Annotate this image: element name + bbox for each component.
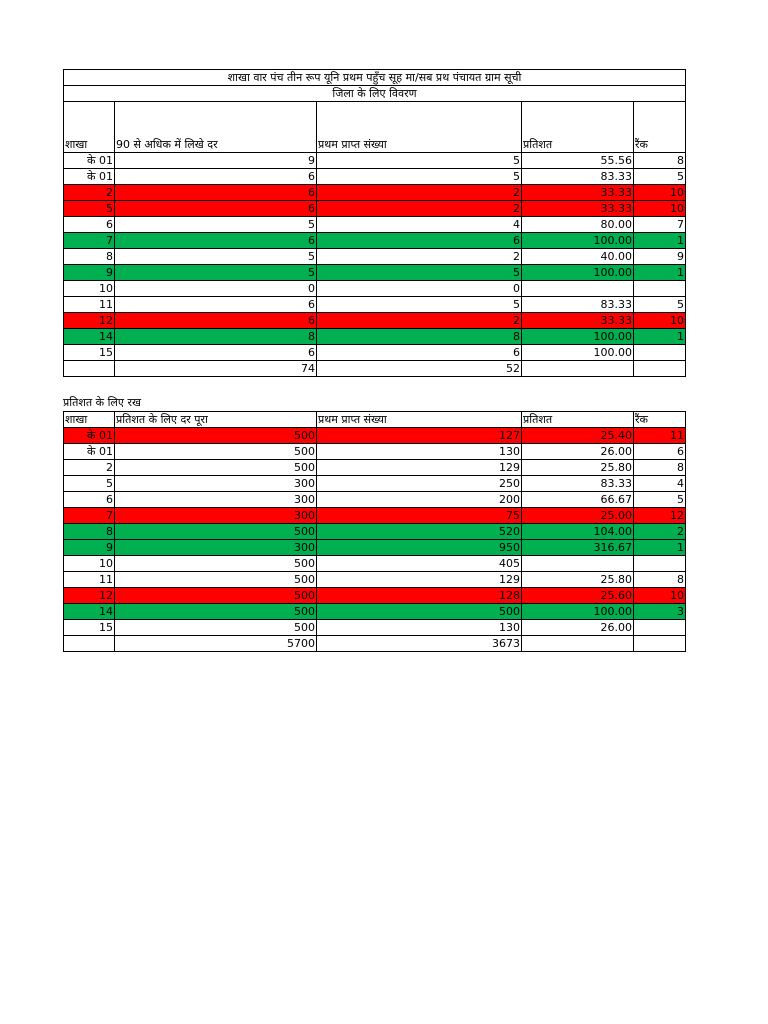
empty-cell — [522, 361, 634, 377]
cell-branch: 2 — [64, 460, 115, 476]
cell-percent: 83.33 — [522, 297, 634, 313]
cell-total: 500 — [115, 604, 317, 620]
cell-total: 500 — [115, 524, 317, 540]
cell-total: 6 — [115, 297, 317, 313]
total-total: 5700 — [115, 636, 317, 652]
cell-branch: 14 — [64, 329, 115, 345]
cell-branch: 11 — [64, 572, 115, 588]
empty-cell — [522, 636, 634, 652]
cell-rank: 3 — [634, 604, 686, 620]
cell-branch: 9 — [64, 265, 115, 281]
empty-cell — [634, 636, 686, 652]
cell-branch: 7 — [64, 233, 115, 249]
cell-branch: 5 — [64, 476, 115, 492]
totals-row — [64, 636, 686, 652]
cell-achieved: 130 — [317, 620, 522, 636]
table-row — [64, 201, 686, 217]
cell-percent: 55.56 — [522, 153, 634, 169]
cell-rank: 8 — [634, 572, 686, 588]
cell-rank — [634, 345, 686, 361]
table-row — [64, 572, 686, 588]
cell-percent: 26.00 — [522, 620, 634, 636]
cell-achieved: 127 — [317, 428, 522, 444]
cell-total: 9 — [115, 153, 317, 169]
cell-total: 5 — [115, 265, 317, 281]
table-row — [64, 524, 686, 540]
cell-branch: 15 — [64, 620, 115, 636]
cell-achieved: 5 — [317, 265, 522, 281]
table-row — [64, 281, 686, 297]
table-row — [64, 249, 686, 265]
table-row — [64, 604, 686, 620]
cell-rank — [634, 556, 686, 572]
cell-percent: 66.67 — [522, 492, 634, 508]
cell-achieved: 2 — [317, 249, 522, 265]
cell-rank: 5 — [634, 169, 686, 185]
report-title: शाखा वार पंच तीन रूप यूनि प्रथम पहुँच सूह मा/सब प्रथ पंचायत ग्राम सूची — [64, 70, 686, 86]
cell-achieved: 250 — [317, 476, 522, 492]
cell-branch: 8 — [64, 249, 115, 265]
table-row — [64, 444, 686, 460]
cell-rank: 12 — [634, 508, 686, 524]
branch-table-2 — [63, 411, 686, 652]
cell-total: 5 — [115, 249, 317, 265]
cell-rank: 8 — [634, 153, 686, 169]
cell-achieved: 5 — [317, 297, 522, 313]
cell-total: 300 — [115, 540, 317, 556]
cell-branch: 9 — [64, 540, 115, 556]
cell-rank: 5 — [634, 492, 686, 508]
cell-total: 500 — [115, 556, 317, 572]
cell-total: 8 — [115, 329, 317, 345]
cell-percent: 100.00 — [522, 265, 634, 281]
cell-achieved: 2 — [317, 201, 522, 217]
table-row — [64, 492, 686, 508]
cell-total: 6 — [115, 233, 317, 249]
cell-rank: 10 — [634, 588, 686, 604]
cell-percent: 26.00 — [522, 444, 634, 460]
cell-branch: 10 — [64, 281, 115, 297]
cell-achieved: 130 — [317, 444, 522, 460]
cell-branch: 11 — [64, 297, 115, 313]
cell-percent: 100.00 — [522, 604, 634, 620]
table-row — [64, 153, 686, 169]
cell-achieved: 950 — [317, 540, 522, 556]
cell-total: 500 — [115, 444, 317, 460]
cell-percent: 25.40 — [522, 428, 634, 444]
cell-percent: 104.00 — [522, 524, 634, 540]
cell-rank: 2 — [634, 524, 686, 540]
cell-branch: के 01 — [64, 153, 115, 169]
empty-cell — [634, 361, 686, 377]
total-total: 74 — [115, 361, 317, 377]
header-branch: शाखा — [64, 102, 115, 153]
cell-total: 500 — [115, 460, 317, 476]
cell-achieved: 6 — [317, 345, 522, 361]
header-percent: प्रतिशत — [522, 102, 634, 153]
cell-percent — [522, 281, 634, 297]
cell-rank: 1 — [634, 540, 686, 556]
report-subtitle: जिला के लिए विवरण — [64, 86, 686, 102]
header-rank: रैंक — [634, 102, 686, 153]
cell-achieved: 2 — [317, 185, 522, 201]
header-total: 90 से अधिक में लिखे दर — [115, 102, 317, 153]
cell-achieved: 4 — [317, 217, 522, 233]
cell-percent: 25.80 — [522, 460, 634, 476]
cell-branch: 7 — [64, 508, 115, 524]
cell-branch: के 01 — [64, 428, 115, 444]
cell-percent: 40.00 — [522, 249, 634, 265]
table-row — [64, 476, 686, 492]
cell-total: 0 — [115, 281, 317, 297]
cell-achieved: 520 — [317, 524, 522, 540]
table-row — [64, 345, 686, 361]
header-target: प्रतिशत के लिए दर पूरा — [115, 412, 317, 428]
table-row — [64, 620, 686, 636]
cell-branch: के 01 — [64, 444, 115, 460]
cell-total: 5 — [115, 217, 317, 233]
cell-achieved: 200 — [317, 492, 522, 508]
cell-rank: 1 — [634, 233, 686, 249]
table-row — [64, 265, 686, 281]
table-row — [64, 508, 686, 524]
cell-percent: 100.00 — [522, 233, 634, 249]
cell-percent: 100.00 — [522, 345, 634, 361]
cell-rank: 1 — [634, 265, 686, 281]
cell-total: 6 — [115, 185, 317, 201]
cell-percent: 33.33 — [522, 201, 634, 217]
cell-rank: 10 — [634, 313, 686, 329]
cell-branch: 12 — [64, 588, 115, 604]
cell-total: 500 — [115, 620, 317, 636]
table-row — [64, 233, 686, 249]
header-branch: शाखा — [64, 412, 115, 428]
cell-branch: 15 — [64, 345, 115, 361]
cell-achieved: 5 — [317, 169, 522, 185]
cell-total: 6 — [115, 313, 317, 329]
cell-rank: 9 — [634, 249, 686, 265]
cell-achieved: 500 — [317, 604, 522, 620]
cell-rank: 10 — [634, 201, 686, 217]
header-percent: प्रतिशत — [522, 412, 634, 428]
cell-total: 6 — [115, 345, 317, 361]
cell-total: 6 — [115, 169, 317, 185]
cell-achieved: 5 — [317, 153, 522, 169]
cell-achieved: 129 — [317, 572, 522, 588]
cell-branch: 14 — [64, 604, 115, 620]
cell-branch: 5 — [64, 201, 115, 217]
cell-percent: 316.67 — [522, 540, 634, 556]
cell-rank: 4 — [634, 476, 686, 492]
cell-rank: 1 — [634, 329, 686, 345]
table-row — [64, 313, 686, 329]
empty-cell — [64, 636, 115, 652]
cell-total: 500 — [115, 572, 317, 588]
cell-rank: 5 — [634, 297, 686, 313]
cell-branch: 8 — [64, 524, 115, 540]
cell-branch: 12 — [64, 313, 115, 329]
cell-achieved: 129 — [317, 460, 522, 476]
table-row — [64, 556, 686, 572]
table-row — [64, 297, 686, 313]
table-row — [64, 588, 686, 604]
cell-rank: 10 — [634, 185, 686, 201]
cell-percent: 25.60 — [522, 588, 634, 604]
cell-total: 300 — [115, 476, 317, 492]
cell-total: 6 — [115, 201, 317, 217]
empty-cell — [64, 361, 115, 377]
cell-achieved: 75 — [317, 508, 522, 524]
table-row — [64, 460, 686, 476]
cell-total: 500 — [115, 428, 317, 444]
total-achieved: 52 — [317, 361, 522, 377]
branch-table-1 — [63, 69, 686, 377]
table-row — [64, 217, 686, 233]
table-row — [64, 428, 686, 444]
cell-branch: के 01 — [64, 169, 115, 185]
cell-percent: 33.33 — [522, 185, 634, 201]
total-achieved: 3673 — [317, 636, 522, 652]
table-row — [64, 185, 686, 201]
header-achieved: प्रथम प्राप्त संख्या — [317, 412, 522, 428]
cell-rank — [634, 281, 686, 297]
cell-achieved: 0 — [317, 281, 522, 297]
header-rank: रैंक — [634, 412, 686, 428]
cell-achieved: 2 — [317, 313, 522, 329]
cell-rank: 6 — [634, 444, 686, 460]
cell-rank: 8 — [634, 460, 686, 476]
cell-total: 500 — [115, 588, 317, 604]
cell-total: 300 — [115, 492, 317, 508]
table-row — [64, 540, 686, 556]
table-row — [64, 329, 686, 345]
header-achieved: प्रथम प्राप्त संख्या — [317, 102, 522, 153]
cell-percent: 33.33 — [522, 313, 634, 329]
cell-percent: 25.00 — [522, 508, 634, 524]
section2-title: प्रतिशत के लिए रख — [63, 396, 141, 409]
cell-total: 300 — [115, 508, 317, 524]
cell-achieved: 405 — [317, 556, 522, 572]
cell-percent: 83.33 — [522, 169, 634, 185]
cell-rank — [634, 620, 686, 636]
cell-branch: 6 — [64, 492, 115, 508]
totals-row — [64, 361, 686, 377]
cell-rank: 11 — [634, 428, 686, 444]
table-row — [64, 169, 686, 185]
cell-achieved: 6 — [317, 233, 522, 249]
cell-percent: 100.00 — [522, 329, 634, 345]
cell-percent — [522, 556, 634, 572]
cell-achieved: 8 — [317, 329, 522, 345]
cell-branch: 6 — [64, 217, 115, 233]
cell-percent: 25.80 — [522, 572, 634, 588]
cell-branch: 2 — [64, 185, 115, 201]
cell-branch: 10 — [64, 556, 115, 572]
cell-percent: 83.33 — [522, 476, 634, 492]
cell-rank: 7 — [634, 217, 686, 233]
cell-percent: 80.00 — [522, 217, 634, 233]
cell-achieved: 128 — [317, 588, 522, 604]
